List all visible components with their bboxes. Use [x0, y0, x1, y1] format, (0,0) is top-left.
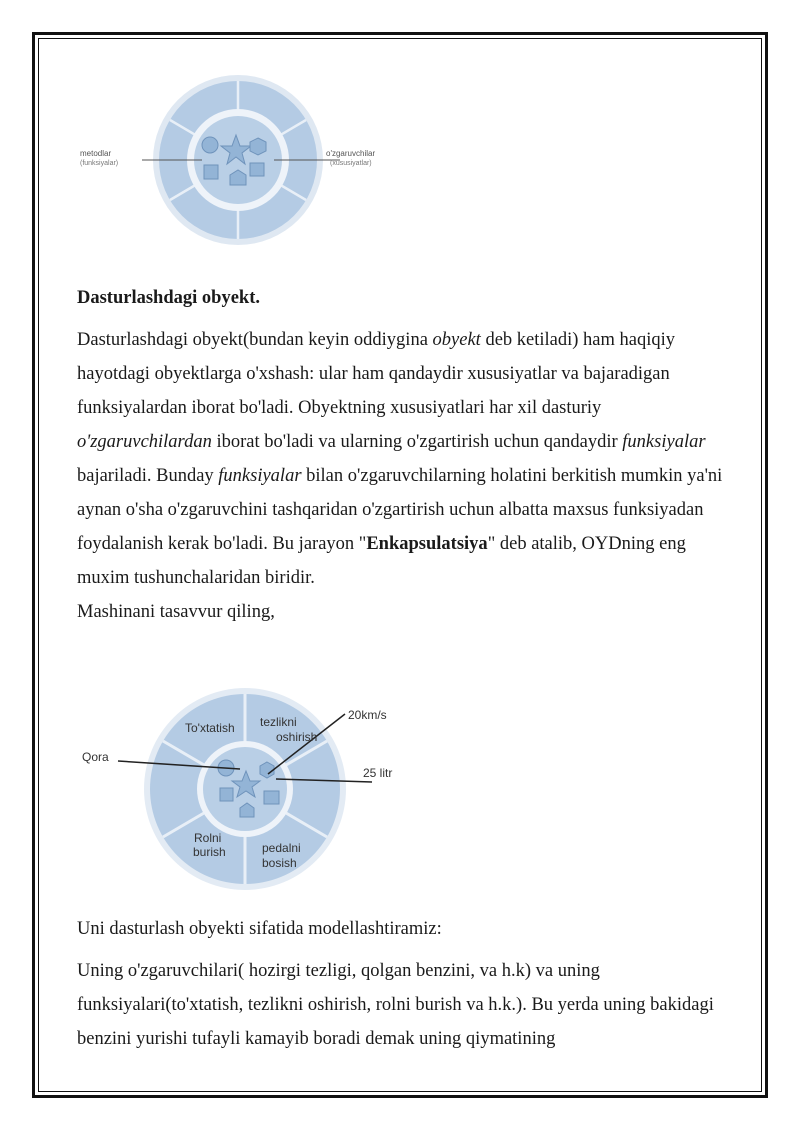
seg-label-steer-1: Rolni [194, 831, 222, 845]
seg-label-speedup-2: oshirish [276, 730, 318, 744]
seg-label-pedal-2: bosish [262, 856, 297, 870]
object-diagram [78, 75, 408, 265]
car-prompt: Mashinani tasavvur qiling, [77, 602, 275, 622]
seg-label-steer-2: burish [193, 845, 226, 859]
seg-label-speedup-1: tezlikni [260, 715, 297, 729]
fuel-label: 25 litr [363, 766, 393, 780]
intro-paragraph: Dasturlashdagi obyekt(bundan keyin oddiygina obyekt deb ketiladi) ham haqiqiy hayotdagi obyektlarga o'xshash: ular ham qandaydir xususiyatlar va bajaradigan funksiyalardan iborat bo'ladi. Obyektning xususiyatlari har xil dasturiy o'zgaruvchilardan iborat bo'ladi va ularning o'zgartirish uchun qandaydir funksiyalar bajariladi. Bunday funksiyalar bilan o'zgaruvchilarning holatini berkitish mumkin ya'ni aynan o'sha o'zgaruvchini tashqaridan o'zgartirish uchun albatta maxsus funksiyadan foydalanish kerak bo'ladi. Bu jarayon "Enkapsulatsiya" deb atalib, OYDning eng muxim tushunchalaridan biridir. Mashinani tasavvur qiling, [77, 323, 737, 629]
variables-label: o'zgaruvchilar [326, 149, 376, 158]
variables-core [194, 116, 282, 204]
seg-label-stop: To'xtatish [185, 721, 235, 735]
color-label: Qora [82, 750, 109, 764]
seg-label-pedal-1: pedalni [262, 841, 301, 855]
methods-sublabel: (funksiyalar) [80, 160, 119, 167]
variables-sublabel: (xususiyatlar) [330, 160, 372, 167]
model-paragraph: Uni dasturlash obyekti sifatida modellashtiramiz: [77, 919, 442, 939]
section-heading: Dasturlashdagi obyekt. [77, 288, 260, 308]
methods-label: metodlar [80, 149, 112, 158]
car-object-diagram [80, 688, 410, 893]
variables-functions-paragraph: Uning o'zgaruvchilari( hozirgi tezligi, qolgan benzini, va h.k) va uning funksiyalari(to'xtatish, tezlikni oshirish, rolni burish va h.k.). Bu yerda uning bakidagi benzini yurishi tufayli kamayib boradi demak uning qiymatining [77, 961, 714, 1049]
speed-label: 20km/s [348, 708, 387, 722]
